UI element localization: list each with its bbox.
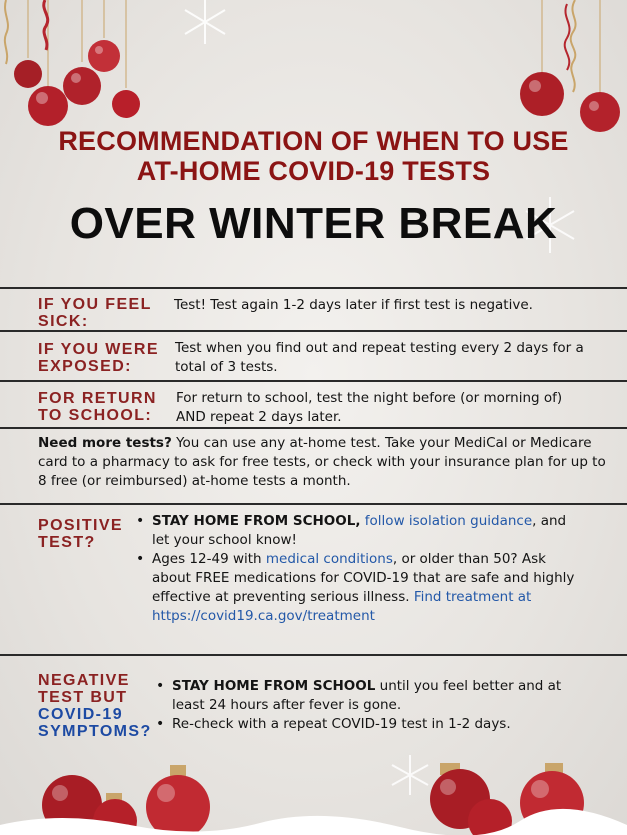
divider bbox=[0, 427, 627, 429]
isolation-guidance-link[interactable]: follow isolation guidance bbox=[364, 513, 533, 529]
text-feel-sick: Test! Test again 1-2 days later if first test is negative. bbox=[174, 297, 533, 313]
divider bbox=[0, 330, 627, 332]
divider bbox=[0, 287, 627, 289]
negative-bullets bbox=[156, 677, 596, 734]
text-need-more-tests: Need more tests? You can use any at-home test. Take your MediCal or Medicare card to a pharmacy to ask for free tests, or check with your insurance plan for up to 8 free (or reimbursed) at-home tests a month. bbox=[38, 435, 606, 489]
text-exposed: Test when you find out and repeat testing every 2 days for a total of 3 tests. bbox=[175, 340, 584, 375]
text-return-to-school: For return to school, test the night before (or morning of) AND repeat 2 days later. bbox=[176, 390, 563, 425]
medical-conditions-link[interactable]: medical conditions bbox=[265, 551, 393, 567]
label-return-to-school: FOR RETURN TO SCHOOL: bbox=[38, 390, 157, 424]
list-item: • STAY HOME FROM SCHOOL until you feel better and at least 24 hours after fever is gone. bbox=[156, 677, 596, 715]
divider bbox=[0, 503, 627, 505]
title-line-2: AT-HOME COVID-19 TESTS bbox=[136, 156, 491, 186]
find-treatment-link[interactable]: Find treatment at https://covid19.ca.gov/treatment bbox=[152, 589, 532, 624]
ornaments-top-right bbox=[505, 0, 627, 140]
title-line-1: RECOMMENDATION OF WHEN TO USE bbox=[58, 126, 569, 156]
ornaments-top-left bbox=[0, 0, 160, 140]
list-item: • Re-check with a repeat COVID-19 test in 1-2 days. bbox=[156, 715, 596, 734]
title-big: OVER WINTER BREAK bbox=[69, 199, 558, 248]
snowflake-top-center bbox=[175, 0, 235, 50]
label-positive-test: POSITIVE TEST? bbox=[38, 517, 123, 551]
label-feel-sick: IF YOU FEEL SICK: bbox=[38, 296, 152, 330]
divider bbox=[0, 654, 627, 656]
label-negative-test: NEGATIVE TEST BUT COVID-19 SYMPTOMS? bbox=[38, 672, 152, 740]
positive-bullets bbox=[136, 512, 576, 626]
ornaments-bottom bbox=[0, 755, 627, 835]
list-item: • STAY HOME FROM SCHOOL, follow isolation guidance, and let your school know! bbox=[136, 512, 576, 550]
list-item: • Ages 12-49 with medical conditions, or older than 50? Ask about FREE medications for COVID-19 that are safe and highly effective at preventing serious illness. Find treatment at https://covid19.ca.gov/treatment bbox=[136, 550, 576, 626]
label-exposed: IF YOU WERE EXPOSED: bbox=[38, 341, 159, 375]
divider bbox=[0, 380, 627, 382]
